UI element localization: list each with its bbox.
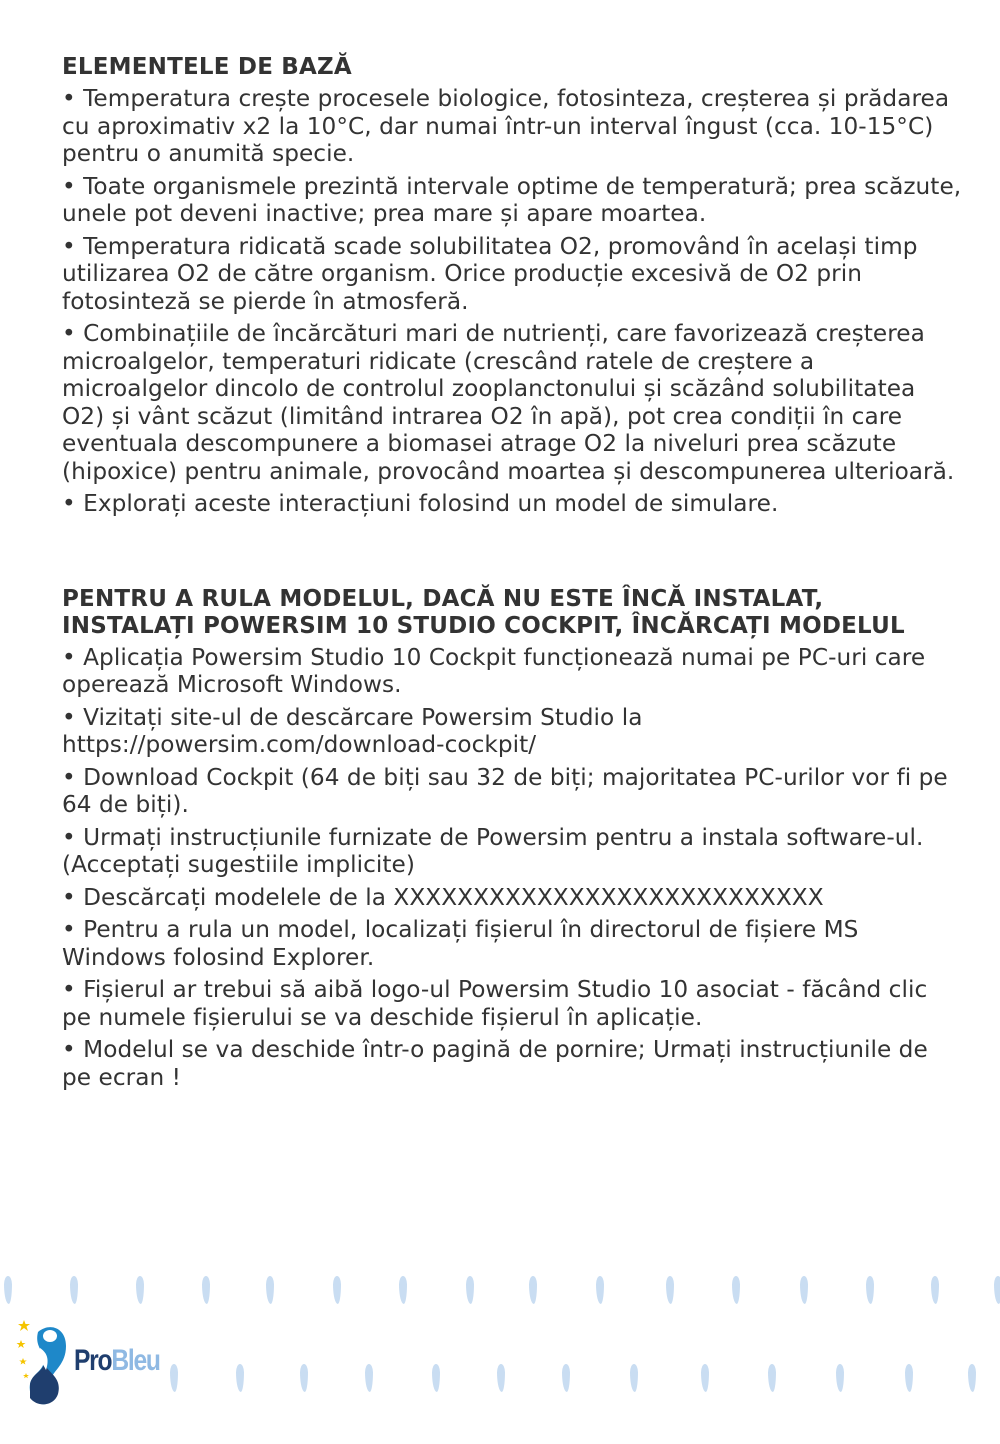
droplet-icon bbox=[994, 1276, 1000, 1304]
droplet-icon bbox=[529, 1276, 537, 1304]
droplet-icon bbox=[365, 1364, 373, 1392]
droplet-icon bbox=[666, 1276, 674, 1304]
list-item: • Toate organismele prezintă intervale optime de temperatură; prea scăzute, unele pot deveni inactive; prea mare și apare moartea. bbox=[62, 172, 962, 227]
droplet-icon bbox=[4, 1276, 12, 1304]
section-heading: ELEMENTELE DE BAZĂ bbox=[62, 54, 352, 80]
list-item: • Urmați instrucțiunile furnizate de Powersim pentru a instala software-ul. (Acceptați sugestiile implicite) bbox=[62, 823, 924, 878]
droplet-icon bbox=[866, 1276, 874, 1304]
list-item: • Pentru a rula un model, localizați fișierul în directorul de fișiere MS Windows folosind Explorer. bbox=[62, 916, 859, 971]
list-item: • Temperatura crește procesele biologice, fotosinteza, creșterea și prădarea cu aproximativ x2 la 10°C, dar numai într-un interval îngust (cca. 10-15°C) pentru o anumită specie. bbox=[62, 85, 950, 167]
droplet-icon bbox=[333, 1276, 341, 1304]
probleu-emblem-icon bbox=[16, 1318, 76, 1408]
list-item: • Combinațiile de încărcături mari de nutrienți, care favorizează creșterea microalgelor, temperaturi ridicate (crescând ratele de creștere a microalgelor dincolo de controlul zooplanctonului și scăzând solubilitatea O2) și vânt scăzut (limitând intrarea O2 în apă), pot crea condiții în care eventuala descompunere a biomasei atrage O2 la niveluri prea scăzute (hipoxice) pentru animale, provocând moartea și descompunerea ulterioară. bbox=[62, 320, 955, 485]
droplet-icon bbox=[202, 1276, 210, 1304]
droplet-icon bbox=[497, 1364, 505, 1392]
droplet-icon bbox=[432, 1364, 440, 1392]
droplet-icon bbox=[236, 1364, 244, 1392]
droplet-icon bbox=[905, 1364, 913, 1392]
list-item: • Vizitați site-ul de descărcare Powersim Studio la https://powersim.com/download-cockpit/ bbox=[62, 703, 643, 758]
droplet-icon bbox=[732, 1276, 740, 1304]
list-item: • Download Cockpit (64 de biți sau 32 de biți; majoritatea PC-urilor vor fi pe 64 de biți). bbox=[62, 763, 948, 818]
list-item: • Fișierul ar trebui să aibă logo-ul Powersim Studio 10 asociat - făcând clic pe numele fișierului se va deschide fișierul în aplicație. bbox=[62, 976, 928, 1031]
section-basics bbox=[62, 54, 962, 518]
droplet-icon bbox=[931, 1276, 939, 1304]
logo-text-bleu: Bleu bbox=[111, 1344, 160, 1377]
section-run-model bbox=[62, 586, 962, 1092]
droplet-icon bbox=[399, 1276, 407, 1304]
list-item: • Temperatura ridicată scade solubilitatea O2, promovând în același timp utilizarea O2 de către organism. Orice producție excesivă de O2 prin fotosinteză se pierde în atmosferă. bbox=[62, 232, 918, 315]
list-item: • Descărcați modelele de la XXXXXXXXXXXXXXXXXXXXXXXXXXX bbox=[62, 883, 824, 911]
droplet-icon bbox=[701, 1364, 709, 1392]
list-item: • Modelul se va deschide într-o pagină de pornire; Urmați instrucțiunile de pe ecran ! bbox=[62, 1036, 928, 1091]
droplet-icon bbox=[596, 1276, 604, 1304]
list-item: • Explorați aceste interacțiuni folosind un model de simulare. bbox=[62, 490, 779, 517]
droplet-icon bbox=[562, 1364, 570, 1392]
probleu-logo bbox=[16, 1318, 160, 1408]
droplet-icon bbox=[768, 1364, 776, 1392]
droplet-icon bbox=[800, 1276, 808, 1304]
logo-wordmark bbox=[74, 1344, 160, 1378]
droplet-icon bbox=[300, 1364, 308, 1392]
document-body bbox=[62, 54, 962, 1096]
droplet-icon bbox=[70, 1276, 78, 1304]
droplet-icon bbox=[266, 1276, 274, 1304]
droplet-icon bbox=[630, 1364, 638, 1392]
droplet-icon bbox=[968, 1364, 976, 1392]
droplet-icon bbox=[136, 1276, 144, 1304]
logo-text-pro: Pro bbox=[74, 1344, 112, 1377]
droplet-icon bbox=[466, 1276, 474, 1304]
droplet-icon bbox=[836, 1364, 844, 1392]
list-item: • Aplicația Powersim Studio 10 Cockpit funcționează numai pe PC-uri care operează Microsoft Windows. bbox=[62, 643, 926, 698]
section-heading: PENTRU A RULA MODELUL, DACĂ NU ESTE ÎNCĂ INSTALAT, INSTALAȚI POWERSIM 10 STUDIO COCKPIT, ÎNCĂRCAȚI MODELUL bbox=[62, 585, 905, 639]
droplet-icon bbox=[170, 1364, 178, 1392]
